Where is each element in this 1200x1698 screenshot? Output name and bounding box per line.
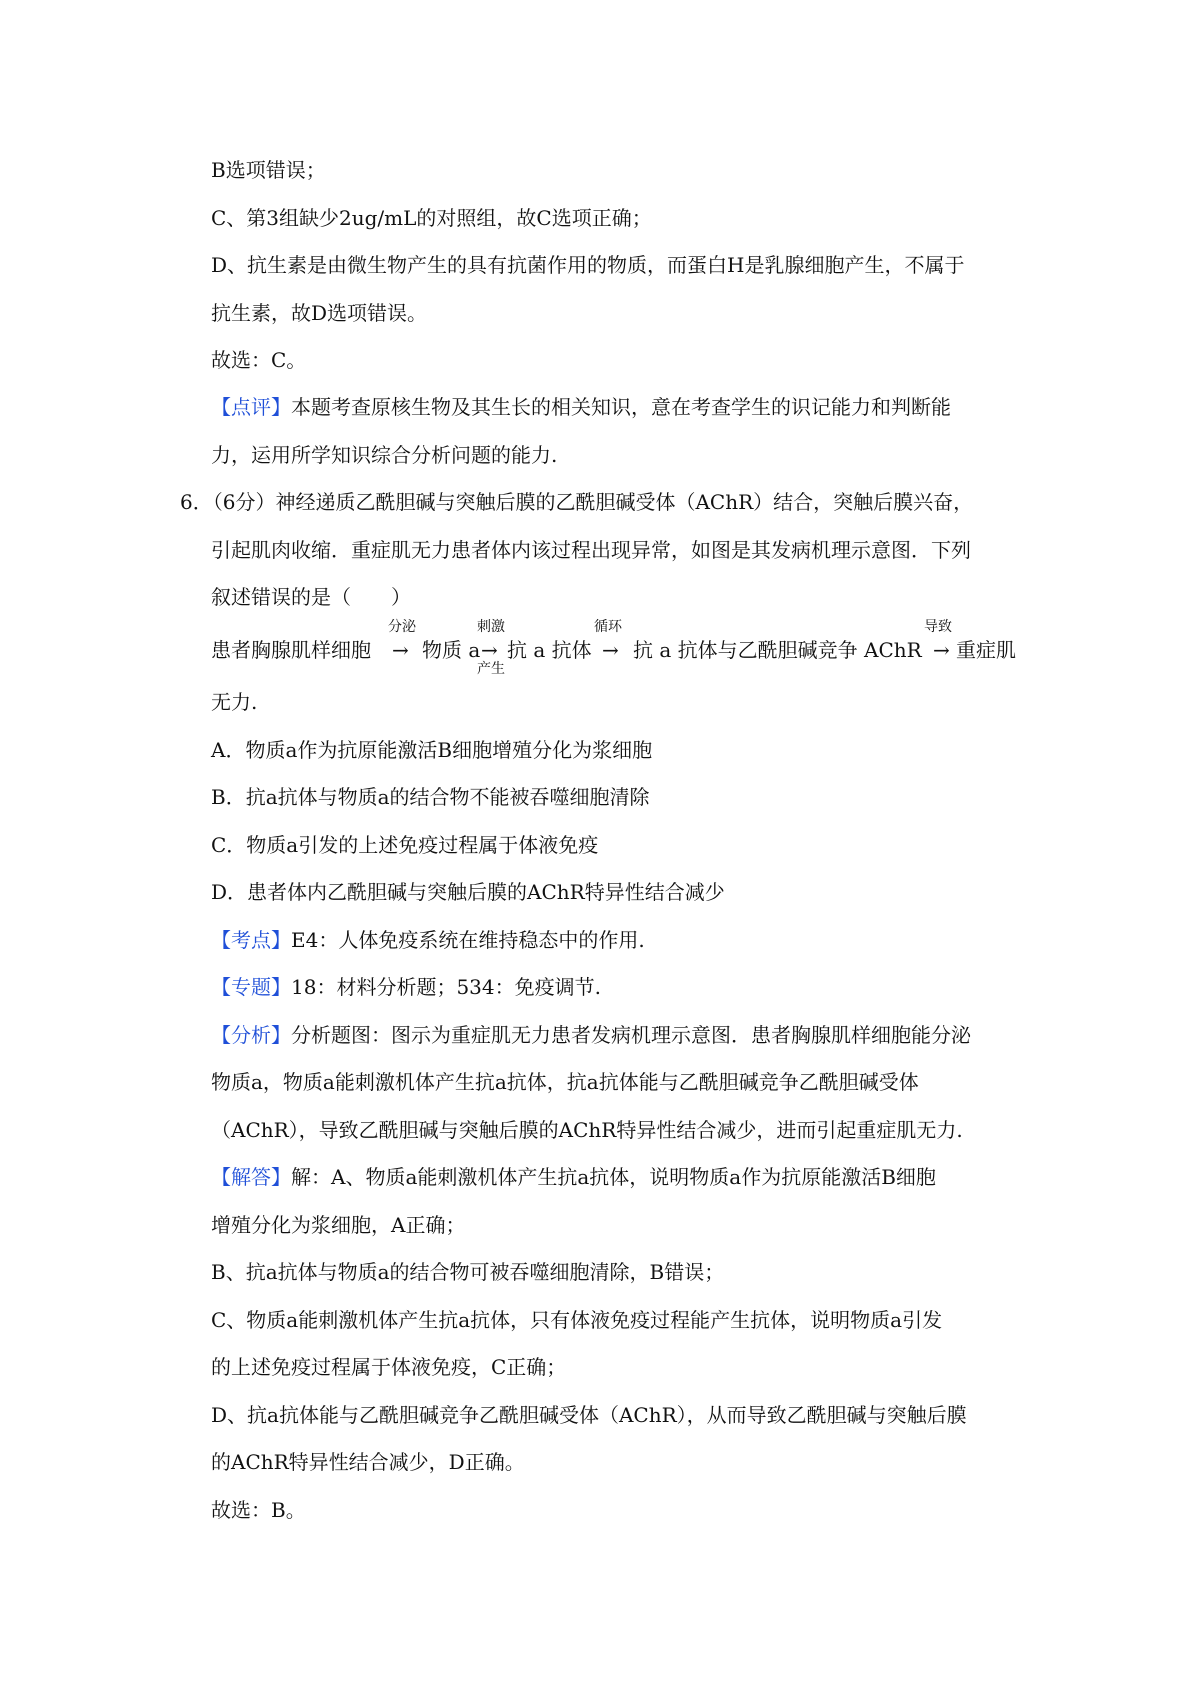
text-line: 物质a，物质a能刺激机体产生抗a抗体，抗a抗体能与乙酰胆碱竞争乙酰胆碱受体 bbox=[211, 1070, 919, 1094]
arrow-icon: → bbox=[933, 638, 950, 662]
flow-label-produce: 产生 bbox=[477, 661, 505, 677]
kaodian-tag: 【考点】 bbox=[211, 928, 291, 952]
text-line: 的AChR特异性结合减少，D正确。 bbox=[211, 1450, 525, 1474]
option-c: C．物质a引发的上述免疫过程属于体液免疫 bbox=[211, 833, 599, 857]
text-line: B、抗a抗体与物质a的结合物可被吞噬细胞清除，B错误； bbox=[211, 1260, 725, 1284]
text-line: 力，运用所学知识综合分析问题的能力. bbox=[211, 443, 558, 467]
text-line: 的上述免疫过程属于体液免疫，C正确； bbox=[211, 1355, 567, 1379]
arrow-icon: → bbox=[392, 638, 409, 662]
question-stem: 6．（6分）神经递质乙酰胆碱与突触后膜的乙酰胆碱受体（AChR）结合，突触后膜兴奋， bbox=[180, 490, 974, 514]
flow-label-stimulate: 刺激 bbox=[477, 619, 505, 635]
question-stem: 叙述错误的是（ ） bbox=[211, 585, 411, 609]
jieda-line bbox=[211, 1167, 936, 1187]
zhuanti-text: 18：材料分析题；534：免疫调节. bbox=[291, 975, 601, 999]
comment-text: 本题考查原核生物及其生长的相关知识，意在考查学生的识记能力和判断能 bbox=[291, 395, 951, 419]
question-stem: 引起肌肉收缩．重症肌无力患者体内该过程出现异常，如图是其发病机理示意图．下列 bbox=[211, 538, 971, 562]
text-line: 增殖分化为浆细胞，A正确； bbox=[211, 1213, 466, 1237]
fenxi-line bbox=[211, 1025, 971, 1045]
kaodian-text: E4：人体免疫系统在维持稳态中的作用. bbox=[291, 928, 645, 952]
text-line: D、抗a抗体能与乙酰胆碱竞争乙酰胆碱受体（AChR），从而导致乙酰胆碱与突触后膜 bbox=[211, 1403, 967, 1427]
kaodian-line bbox=[211, 930, 645, 950]
flow-node-anti-a-antibody: 抗 a 抗体 bbox=[507, 638, 592, 662]
flow-label-lead-to: 导致 bbox=[924, 619, 952, 635]
text-line: 无力. bbox=[211, 690, 258, 714]
flow-node-substance-a: 物质 a bbox=[422, 638, 481, 662]
text-line: C、第3组缺少2ug/mL的对照组，故C选项正确； bbox=[211, 206, 652, 230]
flow-label-secrete: 分泌 bbox=[388, 619, 416, 635]
answer-choice: 故选：C。 bbox=[211, 348, 307, 372]
zhuanti-line bbox=[211, 977, 601, 997]
fenxi-text: 分析题图：图示为重症肌无力患者发病机理示意图．患者胸腺肌样细胞能分泌 bbox=[291, 1023, 971, 1047]
text-line: C、物质a能刺激机体产生抗a抗体，只有体液免疫过程能产生抗体，说明物质a引发 bbox=[211, 1308, 943, 1332]
fenxi-tag: 【分析】 bbox=[211, 1023, 291, 1047]
comment-tag: 【点评】 bbox=[211, 395, 291, 419]
flow-node-competition: 抗 a 抗体与乙酰胆碱竞争 AChR bbox=[633, 638, 922, 662]
flow-node-myasthenia: 重症肌 bbox=[956, 638, 1016, 662]
jieda-text: 解：A、物质a能刺激机体产生抗a抗体，说明物质a作为抗原能激活B细胞 bbox=[291, 1165, 936, 1189]
answer-choice: 故选：B。 bbox=[211, 1498, 306, 1522]
arrow-icon: → bbox=[481, 638, 498, 662]
option-d: D．患者体内乙酰胆碱与突触后膜的AChR特异性结合减少 bbox=[211, 880, 725, 904]
text-line: （AChR），导致乙酰胆碱与突触后膜的AChR特异性结合减少，进而引起重症肌无力. bbox=[211, 1118, 963, 1142]
flow-node-thymus-cell: 患者胸腺肌样细胞 bbox=[211, 638, 371, 662]
comment-line bbox=[211, 397, 951, 417]
text-line: B选项错误； bbox=[211, 158, 326, 182]
flow-label-circulate: 循环 bbox=[594, 619, 622, 635]
text-line: 抗生素，故D选项错误。 bbox=[211, 301, 428, 325]
arrow-icon: → bbox=[602, 638, 619, 662]
option-a: A．物质a作为抗原能激活B细胞增殖分化为浆细胞 bbox=[211, 738, 653, 762]
zhuanti-tag: 【专题】 bbox=[211, 975, 291, 999]
jieda-tag: 【解答】 bbox=[211, 1165, 291, 1189]
option-b: B．抗a抗体与物质a的结合物不能被吞噬细胞清除 bbox=[211, 785, 650, 809]
text-line: D、抗生素是由微生物产生的具有抗菌作用的物质，而蛋白H是乳腺细胞产生，不属于 bbox=[211, 253, 965, 277]
